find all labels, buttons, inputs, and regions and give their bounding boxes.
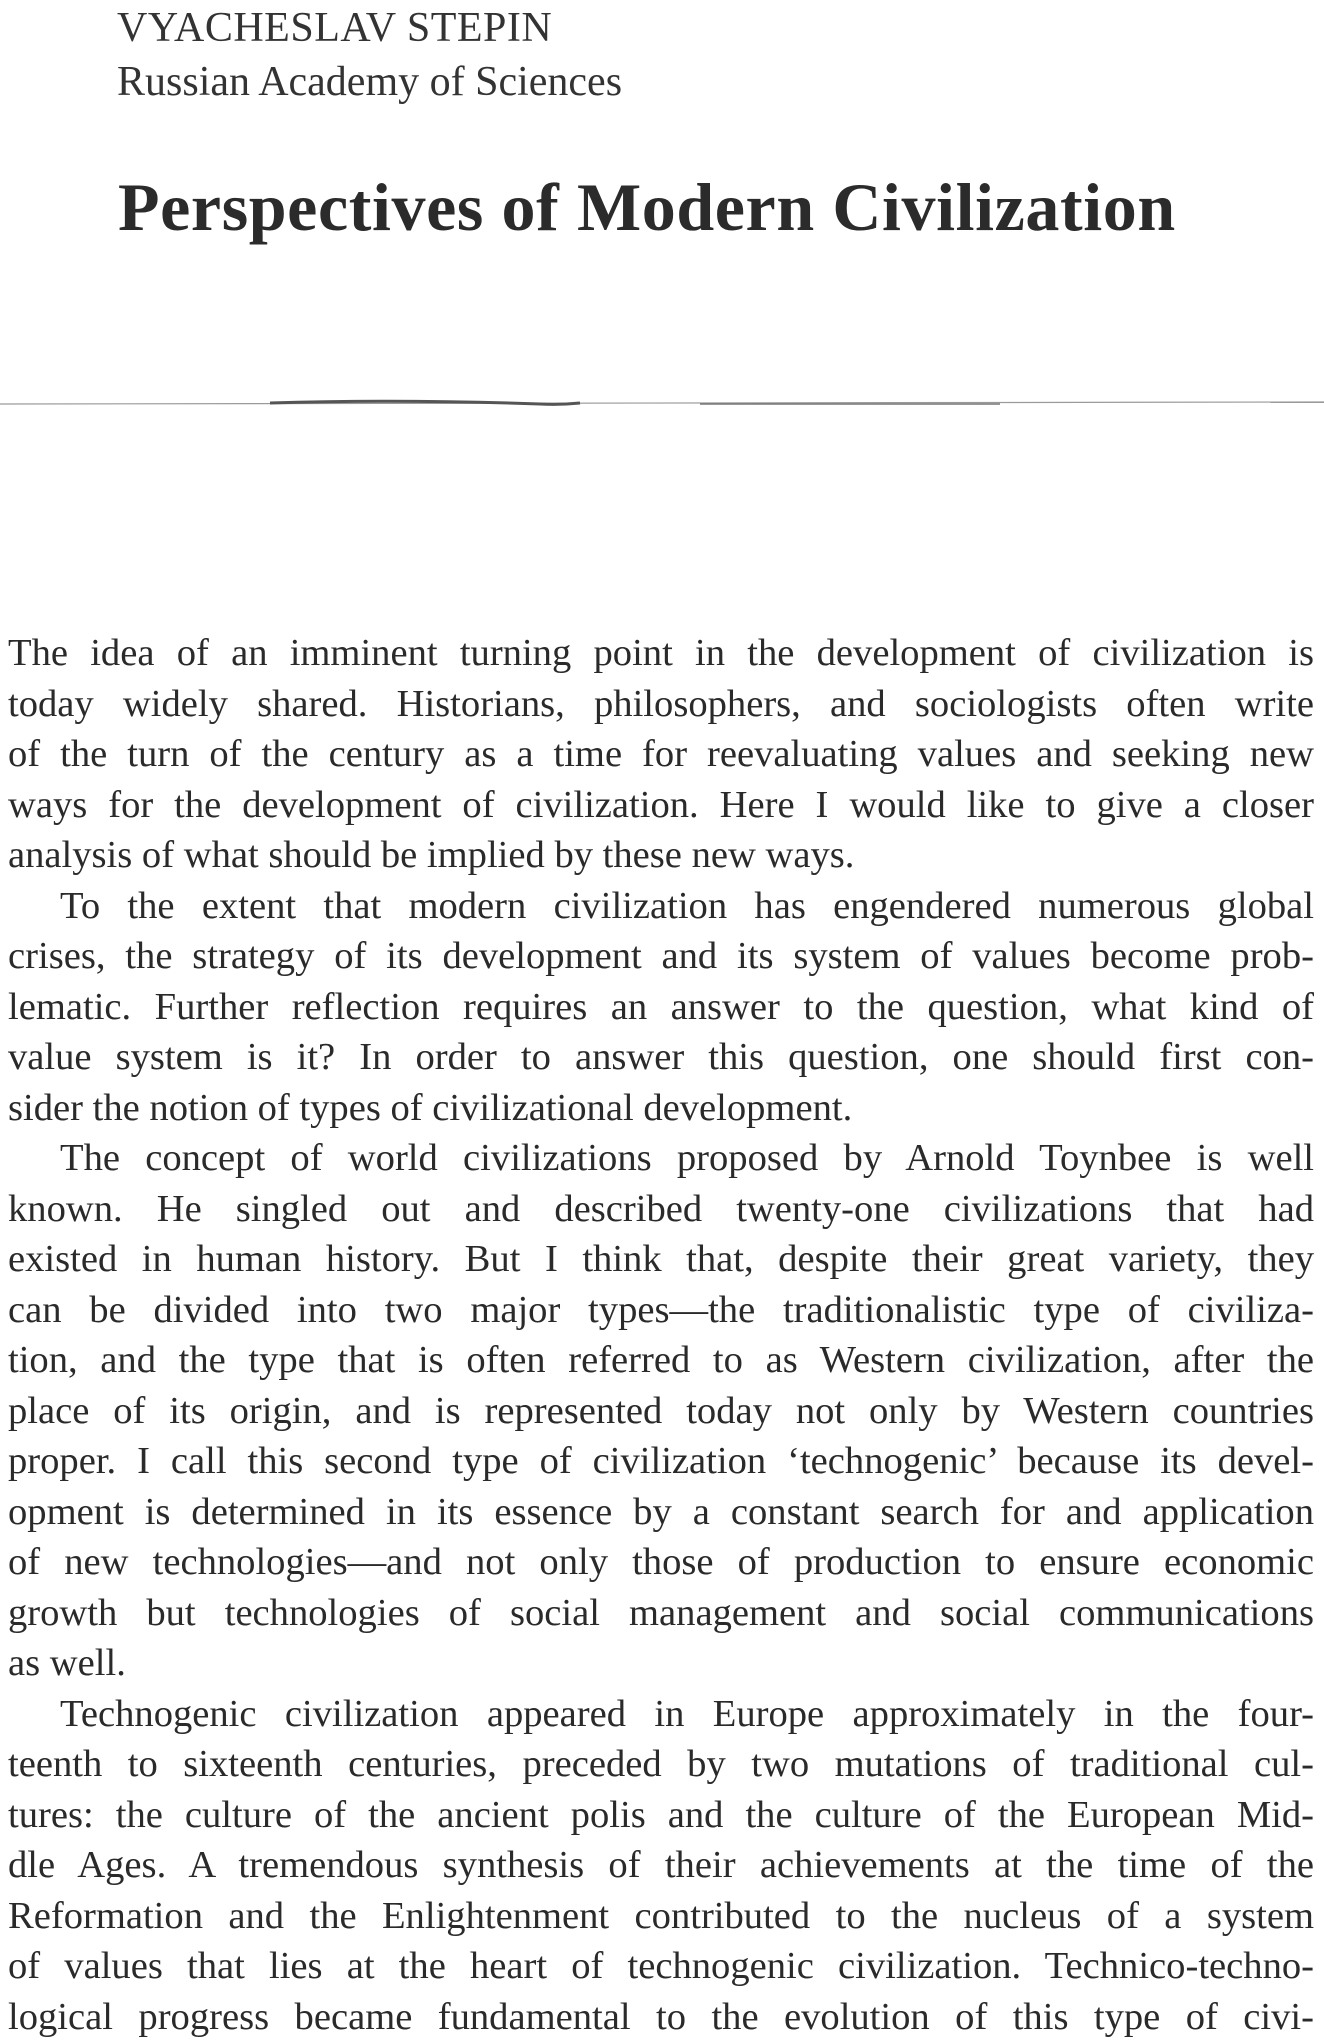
- text-line: as well.: [8, 1642, 126, 1684]
- text-line: tures: the culture of the ancient polis and the culture of the European Mid-: [8, 1793, 1314, 1836]
- text-line: tion, and the type that is often referred to as Western civilization, after the: [8, 1339, 1314, 1381]
- text-line: can be divided into two major types—the traditionalistic type of civiliza-: [8, 1288, 1314, 1331]
- body-paragraph: [8, 1133, 1314, 1689]
- text-line: lematic. Further reflection requires an answer to the question, what kind of: [8, 985, 1314, 1028]
- article-body: [8, 628, 1314, 2042]
- text-line: logical progress became fundamental to the evolution of this type of civi-: [8, 1995, 1314, 2038]
- text-line: growth but technologies of social management and social communications: [8, 1591, 1314, 1634]
- text-line: The concept of world civilizations proposed by Arnold Toynbee is well: [60, 1137, 1314, 1179]
- text-line: opment is determined in its essence by a constant search for and application: [8, 1490, 1314, 1533]
- text-line: of values that lies at the heart of technogenic civilization. Technico-techno-: [8, 1945, 1314, 1987]
- text-line: value system is it? In order to answer this question, one should first con-: [8, 1036, 1314, 1078]
- author-affiliation: Russian Academy of Sciences: [117, 59, 623, 105]
- text-line: of new technologies—and not only those of production to ensure economic: [8, 1541, 1314, 1583]
- article-title: Perspectives of Modern Civilization: [118, 169, 1176, 245]
- text-line: known. He singled out and described twenty-one civilizations that had: [8, 1187, 1314, 1230]
- text-line: of the turn of the century as a time for reevaluating values and seeking new: [8, 733, 1314, 775]
- body-paragraph: [8, 881, 1314, 1134]
- text-line: proper. I call this second type of civilization ‘technogenic’ because its devel-: [8, 1440, 1314, 1482]
- text-line: ways for the development of civilization. Here I would like to give a closer: [8, 783, 1314, 826]
- text-line: Technogenic civilization appeared in Europe approximately in the four-: [60, 1692, 1314, 1735]
- body-paragraph: [8, 1689, 1314, 2043]
- text-line: To the extent that modern civilization has engendered numerous global: [60, 884, 1314, 927]
- text-line: The idea of an imminent turning point in the development of civilization is: [8, 632, 1314, 674]
- text-line: sider the notion of types of civilizational development.: [8, 1086, 853, 1129]
- author-name: VYACHESLAV STEPIN: [117, 5, 553, 51]
- body-paragraph: [8, 628, 1314, 881]
- text-line: existed in human history. But I think that, despite their great variety, they: [8, 1238, 1314, 1280]
- text-line: dle Ages. A tremendous synthesis of their achievements at the time of the: [8, 1844, 1314, 1886]
- text-line: crises, the strategy of its development and its system of values become prob-: [8, 935, 1314, 977]
- text-line: place of its origin, and is represented today not only by Western countries: [8, 1389, 1314, 1432]
- title-divider-rule: [0, 396, 1324, 412]
- text-line: teenth to sixteenth centuries, preceded by two mutations of traditional cul-: [8, 1743, 1314, 1785]
- text-line: Reformation and the Enlightenment contributed to the nucleus of a system: [8, 1894, 1314, 1937]
- text-line: today widely shared. Historians, philosophers, and sociologists often write: [8, 682, 1314, 725]
- text-line: analysis of what should be implied by these new ways.: [8, 834, 855, 876]
